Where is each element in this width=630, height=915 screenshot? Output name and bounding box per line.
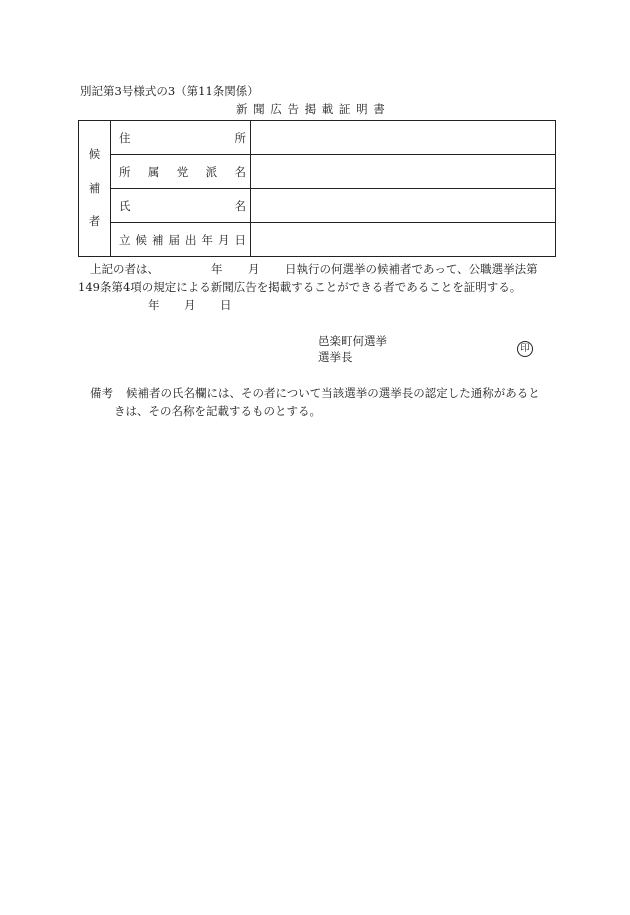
side-char: 候 (88, 147, 101, 162)
candidate-info-table (78, 120, 556, 257)
filing-date-field[interactable] (251, 223, 556, 257)
party-label: 所 属 党 派 名 (111, 155, 251, 189)
signer-title: 選挙長 (318, 350, 353, 364)
body-continuation: 日執行の何選挙の候補者であって、公職選挙法第 (285, 262, 538, 276)
seal-icon: 印 (517, 341, 533, 357)
body-line-2: 149条第4項の規定による新聞広告を掲載することができる者であることを証明する。 (78, 280, 522, 294)
body-intro: 上記の者は、 (90, 262, 159, 276)
side-char: 補 (88, 180, 101, 195)
party-field[interactable] (251, 155, 556, 189)
filing-date-label: 立 候 補 届 出 年 月 日 (111, 223, 251, 257)
address-label: 住 所 (111, 121, 251, 155)
name-label: 氏 名 (111, 189, 251, 223)
election-month-unit: 月 (248, 262, 260, 276)
note-line-2: きは、その名称を記載するものとする。 (114, 404, 321, 418)
note-line-1: 候補者の氏名欄には、その者について当該選挙の選挙長の認定した通称があると (126, 386, 540, 400)
address-field[interactable] (251, 121, 556, 155)
document-title: 新 聞 広 告 掲 載 証 明 書 (236, 102, 386, 116)
side-char: 者 (88, 214, 101, 229)
signer-municipality: 邑楽町何選挙 (318, 334, 387, 348)
election-year-unit: 年 (211, 262, 223, 276)
candidate-side-label (79, 121, 111, 257)
note-label: 備考 (90, 386, 113, 400)
form-reference: 別記第3号様式の3（第11条関係） (80, 84, 259, 98)
name-field[interactable] (251, 189, 556, 223)
